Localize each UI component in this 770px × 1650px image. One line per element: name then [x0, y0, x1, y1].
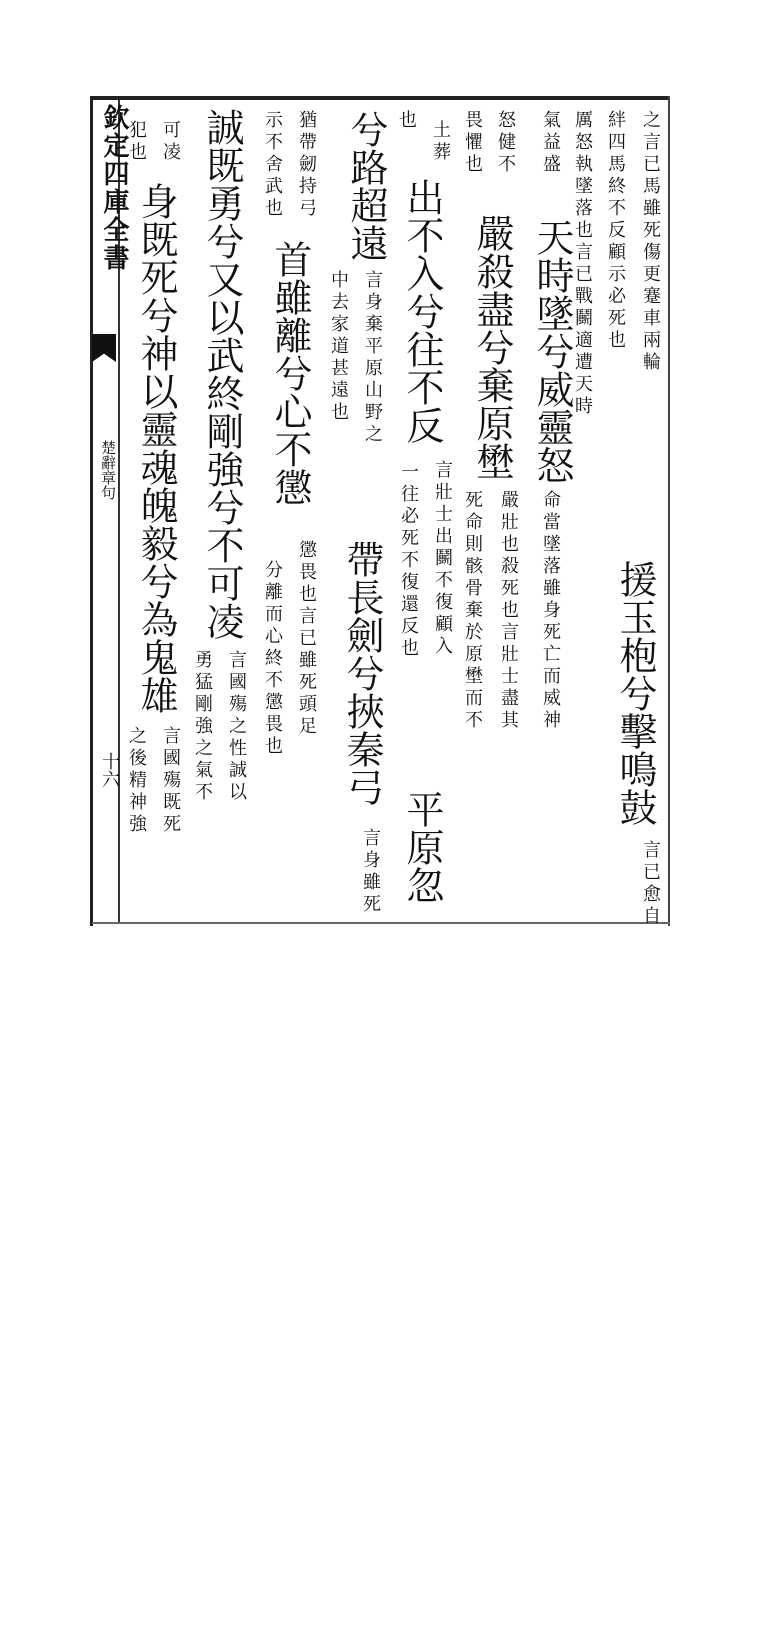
verse-column-28: 身既死兮神以靈魂魄毅兮為鬼雄 [134, 182, 178, 714]
verse-column-8: 嚴殺盡兮棄原壄 [470, 214, 514, 480]
commentary-column-22: 分離而心終不懲畏也 [262, 560, 283, 758]
book-title: 欽定四庫全書 [99, 104, 129, 272]
verse-column-10: 出不入兮往不反 [400, 178, 444, 444]
commentary-column-4a: 氣益盛 [540, 110, 561, 176]
commentary-column-29: 言國殤既死 [160, 726, 181, 836]
verse-column-16: 帶長劍兮挾秦弓 [340, 540, 384, 806]
commentary-column-18: 猶帶劒持弓 [296, 110, 317, 220]
commentary-column-7b: 死命則骸骨棄於原壄而不 [462, 490, 483, 732]
commentary-column-9: 土葬 [430, 120, 451, 164]
verse-column-5: 天時墜兮威靈怒 [530, 218, 574, 484]
commentary-column-25: 勇猛剛強之氣不 [192, 650, 213, 804]
commentary-column-27: 犯也 [126, 120, 147, 164]
commentary-column-26: 可凌 [160, 120, 181, 164]
commentary-column-15: 中去家道甚遠也 [328, 270, 349, 424]
commentary-column-4b: 命當墜落雖身死亡而威神 [540, 490, 561, 732]
verse-column-20: 首雖離兮心不懲 [268, 240, 312, 506]
commentary-column-17: 言身雖死 [360, 828, 381, 916]
commentary-column-1c: 言已愈自 [640, 840, 661, 928]
commentary-column-1a: 之言已馬雖死傷更蹇車兩輪 [640, 110, 661, 374]
page-number: 十六 [99, 752, 120, 788]
commentary-column-12a: 也 [396, 110, 417, 132]
right-border [668, 96, 670, 926]
commentary-column-21: 懲畏也言已雖死頭足 [296, 540, 317, 738]
commentary-column-12b: 一往必死不復還反也 [398, 462, 419, 660]
commentary-column-6b: 嚴壯也殺死也言壯士盡其 [498, 490, 519, 732]
commentary-column-30: 之後精神強 [126, 726, 147, 836]
commentary-column-11: 言壯士出鬭不復顧入 [432, 460, 453, 658]
commentary-column-14: 言身棄平原山野之 [362, 270, 383, 446]
verse-column-1b: 援玉枹兮擊鳴鼓 [613, 560, 657, 826]
verse-column-23: 誠既勇兮又以武終剛強兮不可凌 [200, 108, 244, 640]
verse-column-13a: 兮路超遠 [344, 110, 388, 262]
commentary-column-7a: 畏懼也 [462, 110, 483, 176]
commentary-column-19: 示不舍武也 [262, 110, 283, 220]
verse-column-13b: 平原忽 [400, 790, 444, 904]
commentary-column-24: 言國殤之性誠以 [226, 650, 247, 804]
commentary-column-3: 厲怒執墜落也言已戰鬭適遭天時 [572, 110, 593, 418]
top-border [92, 96, 670, 100]
commentary-column-6a: 怒健不 [495, 110, 516, 176]
chapter-title: 楚辭章句 [99, 440, 117, 500]
commentary-column-2: 絆四馬終不反顧示必死也 [605, 110, 626, 352]
